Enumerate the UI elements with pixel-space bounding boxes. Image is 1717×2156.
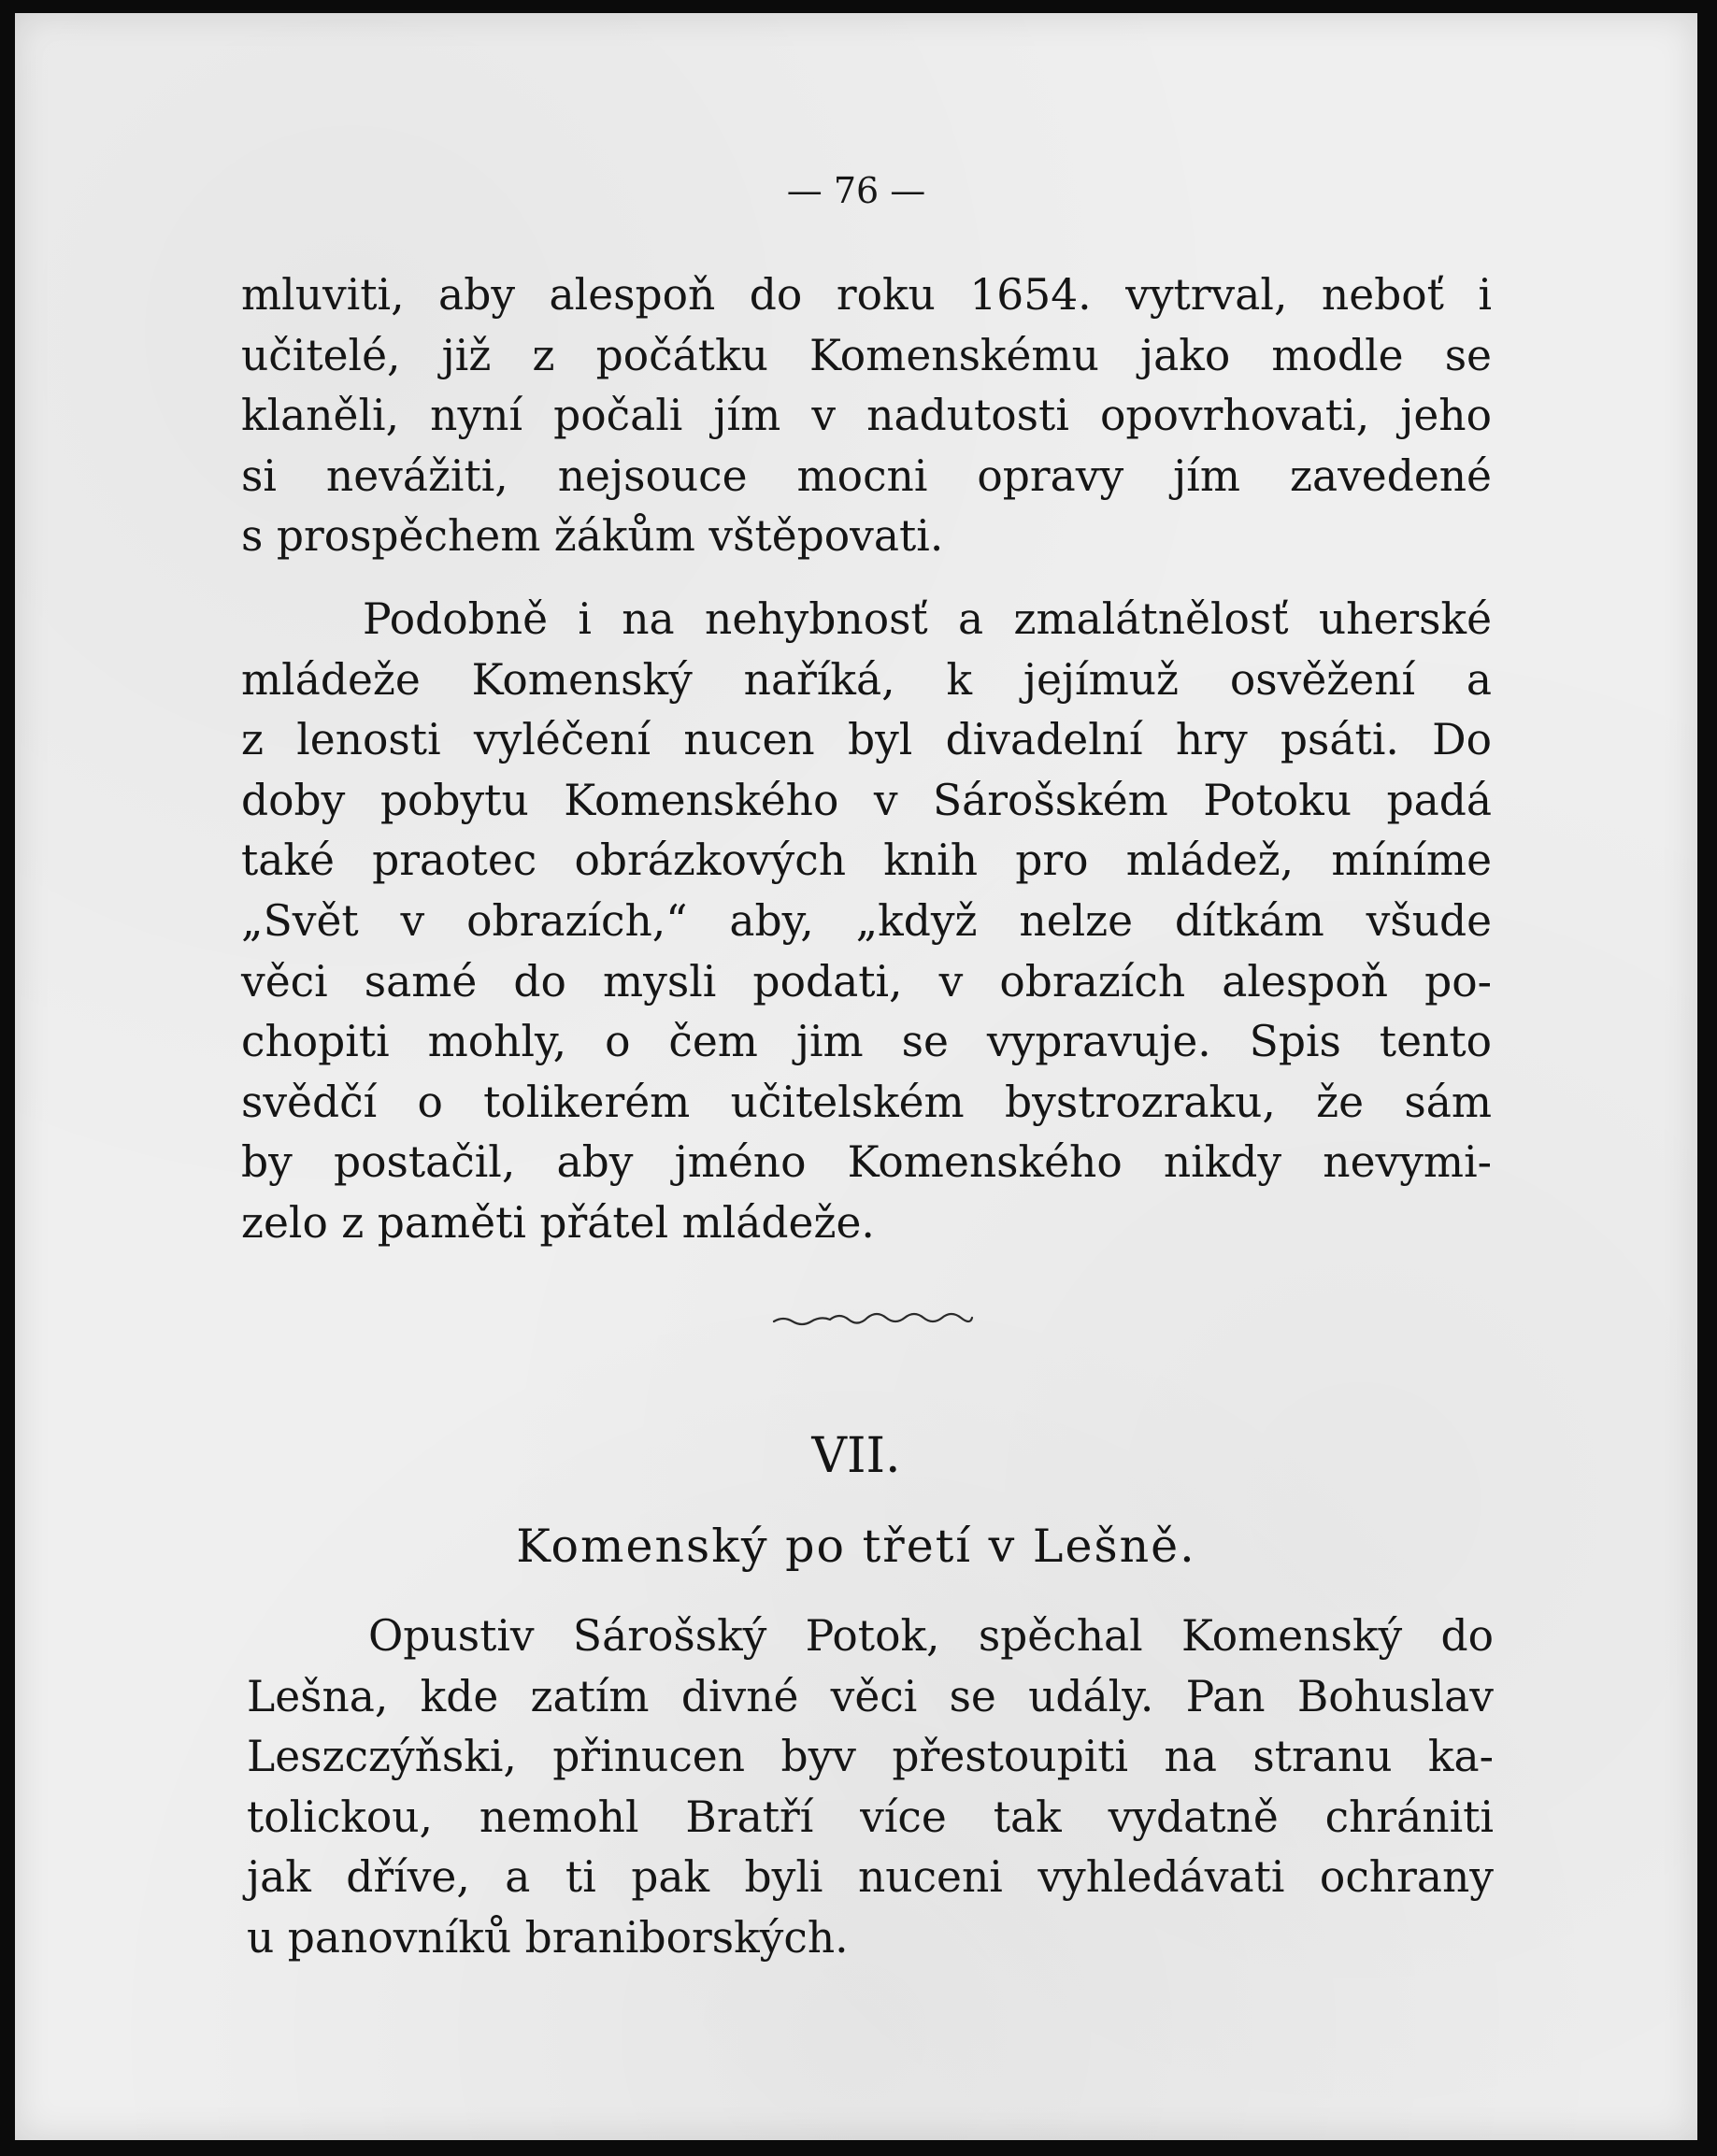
text-line: mládeže Komenský naříká, k jejímuž osvěžení a <box>241 654 1492 705</box>
text-line: zelo z paměti přátel mládeže. <box>241 1197 875 1248</box>
text-line: také praotec obrázkových knih pro mládež, míníme <box>241 835 1492 886</box>
text-line: z lenosti vyléčení nucen byl divadelní hry psáti. Do <box>241 715 1492 765</box>
chapter-title: Komenský po třetí v Lešně. <box>516 1520 1196 1573</box>
text-line: věci samé do mysli podati, v obrazích alespoň po- <box>241 956 1492 1007</box>
page-number: — 76 — <box>786 170 926 211</box>
text-line: chopiti mohly, o čem jim se vypravuje. Spis tento <box>241 1017 1492 1067</box>
paragraph-3 <box>247 1606 1494 1969</box>
book-page <box>15 13 1697 2140</box>
text-line: Lešna, kde zatím divné věci se udály. Pan Bohuslav <box>247 1671 1494 1721</box>
text-line: klaněli, nyní počali jím v nadutosti opovrhovati, jeho <box>241 391 1492 441</box>
text-line: jak dříve, a ti pak byli nuceni vyhledávati ochrany <box>247 1852 1494 1903</box>
text-line: „Svět v obrazích,“ aby, „když nelze dítkám všude <box>241 895 1492 946</box>
text-line: Opustiv Sárošský Potok, spěchal Komenský do <box>368 1611 1494 1661</box>
text-line: by postačil, aby jméno Komenského nikdy nevymi- <box>241 1137 1492 1188</box>
text-line: s prospěchem žákům vštěpovati. <box>241 511 944 562</box>
text-line: u panovníků braniborských. <box>247 1912 849 1963</box>
text-line: Podobně i na nehybnosť a zmalátnělosť uherské <box>363 594 1492 644</box>
text-line: doby pobytu Komenského v Sárošském Potoku padá <box>241 775 1492 825</box>
text-line: si nevážiti, nejsouce mocni opravy jím zavedené <box>241 450 1492 501</box>
paragraph-2 <box>241 590 1492 1254</box>
section-divider-ornament <box>770 1306 976 1331</box>
chapter-number: VII. <box>811 1428 901 1484</box>
text-line: Leszczýňski, přinucen byv přestoupiti na stranu ka- <box>247 1732 1494 1782</box>
paragraph-1 <box>241 265 1492 567</box>
text-line: učitelé, již z počátku Komenskému jako modle se <box>241 330 1492 380</box>
text-line: tolickou, nemohl Bratří více tak vydatně chrániti <box>247 1792 1494 1842</box>
text-line: mluviti, aby alespoň do roku 1654. vytrval, neboť i <box>241 270 1492 320</box>
text-line: svědčí o tolikerém učitelském bystrozraku, že sám <box>241 1077 1492 1127</box>
